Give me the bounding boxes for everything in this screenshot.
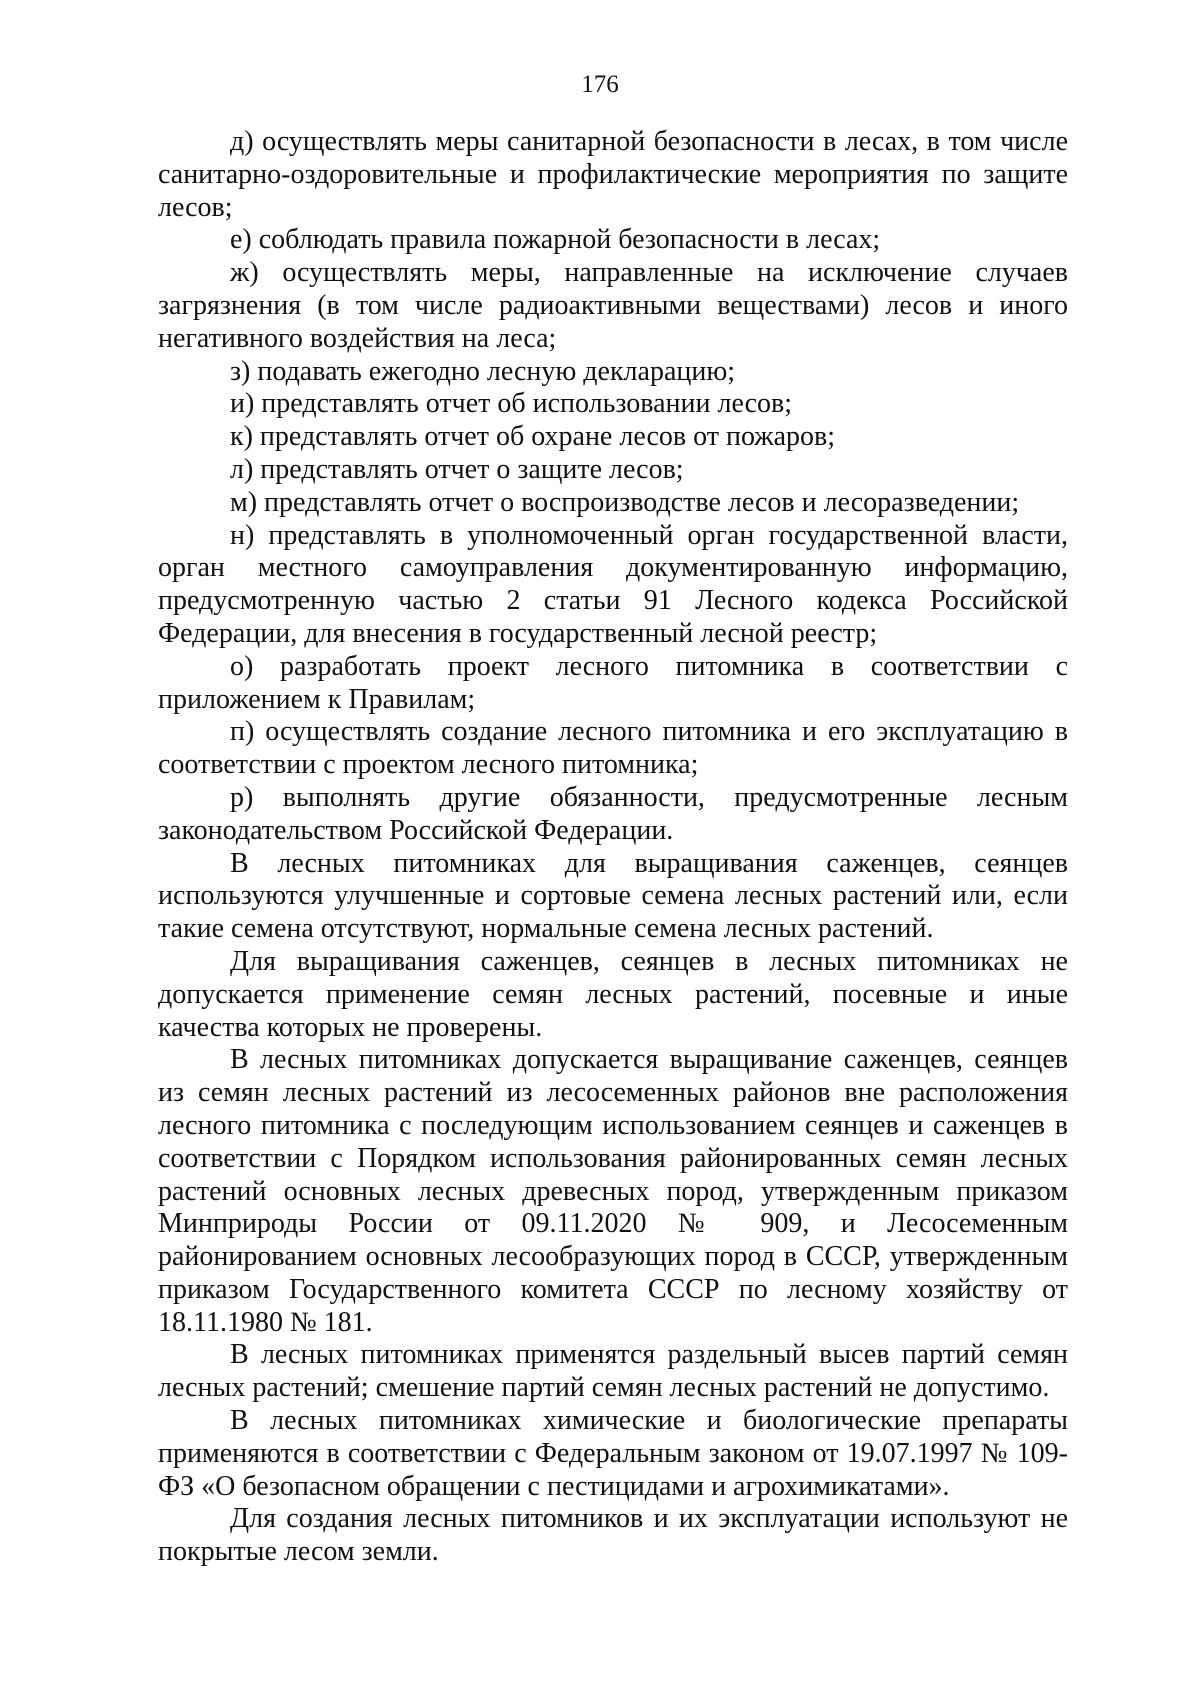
paragraph-land-use: Для создания лесных питомников и их эксплуатации используют не покрытые лесом земли. — [158, 1503, 1068, 1568]
paragraph-separate-sowing: В лесных питомниках применятся раздельный высев партий семян лесных растений; смешение партий семян лесных растений не допустимо. — [158, 1339, 1068, 1404]
paragraph-o: о) разработать проект лесного питомника в соответствии с приложением к Правилам; — [158, 650, 1068, 715]
paragraph-seed-zoning: В лесных питомниках допускается выращивание саженцев, сеянцев из семян лесных растений из лесосеменных районов вне расположения лесного питомника с последующим использованием сеянцев и саженцев в соответствии с Порядком использования районированных семян лесных растений основных лесных древесных пород, утвержденным приказом Минприроды России от 09.11.2020 № 909, и Лесосеменным районированием основных лесообразующих пород в СССР, утвержденным приказом Государственного комитета СССР по лесному хозяйству от 18.11.1980 № 181. — [158, 1044, 1068, 1338]
page-number: 176 — [581, 71, 619, 98]
paragraph-r: р) выполнять другие обязанности, предусмотренные лесным законодательством Российской Федерации. — [158, 781, 1068, 846]
paragraph-seed-quality: В лесных питомниках для выращивания саженцев, сеянцев используются улучшенные и сортовые семена лесных растений или, если такие семена отсутствуют, нормальные семена лесных растений. — [158, 847, 1068, 945]
paragraph-k: к) представлять отчет об охране лесов от пожаров; — [230, 421, 836, 453]
paragraph-chemicals: В лесных питомниках химические и биологические препараты применяются в соответствии с Федеральным законом от 19.07.1997 № 109-ФЗ «О безопасном обращении с пестицидами и агрохимикатами». — [158, 1405, 1068, 1502]
paragraph-unverified-seeds: Для выращивания саженцев, сеянцев в лесных питомниках не допускается применение семян лесных растений, посевные и иные качества которых не проверены. — [158, 945, 1068, 1043]
paragraph-e: е) соблюдать правила пожарной безопасности в лесах; — [230, 224, 881, 256]
paragraph-m: м) представлять отчет о воспроизводстве лесов и лесоразведении; — [230, 486, 1020, 518]
paragraph-n: н) представлять в уполномоченный орган государственной власти, орган местного самоуправления документированную информацию, предусмотренную частью 2 статьи 91 Лесного кодекса Российской Федерации, для внесения в государственный лесной реестр; — [158, 519, 1068, 649]
document-body — [158, 126, 1068, 1569]
paragraph-zh: ж) осуществлять меры, направленные на исключение случаев загрязнения (в том числе радиоактивными веществами) лесов и иного негативного воздействия на леса; — [158, 257, 1068, 354]
paragraph-p: п) осуществлять создание лесного питомника и его эксплуатацию в соответствии с проектом лесного питомника; — [158, 716, 1068, 781]
paragraph-l: л) представлять отчет о защите лесов; — [230, 453, 684, 485]
paragraph-z: з) подавать ежегодно лесную декларацию; — [230, 355, 736, 387]
paragraph-d: д) осуществлять меры санитарной безопасности в лесах, в том числе санитарно-оздоровительные и профилактические мероприятия по защите лесов; — [158, 126, 1068, 223]
paragraph-i: и) представлять отчет об использовании лесов; — [230, 388, 793, 420]
